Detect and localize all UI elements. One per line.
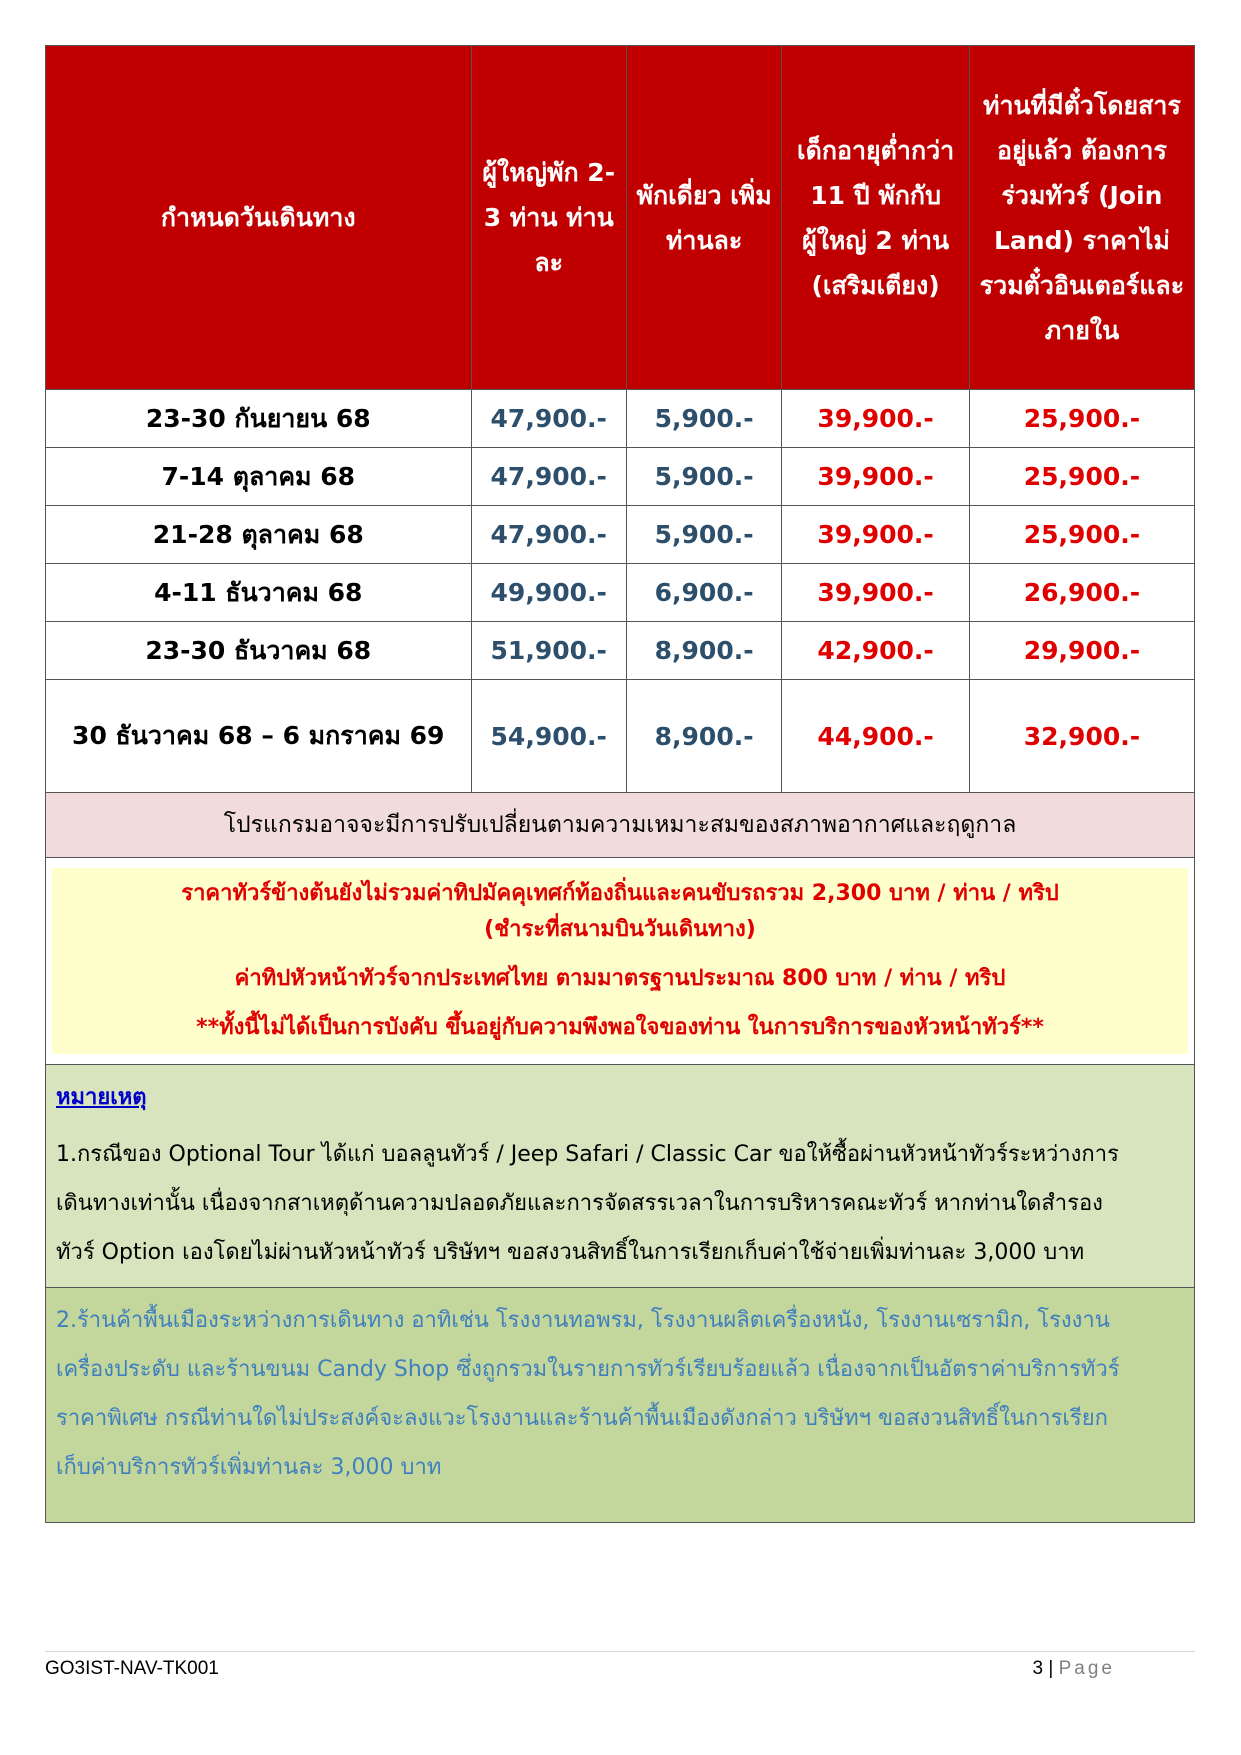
table-header-row: [46, 46, 1195, 390]
single-supplement: 8,900.-: [626, 622, 781, 680]
table-row: [46, 506, 1195, 564]
single-supplement: 6,900.-: [626, 564, 781, 622]
child-price: 42,900.-: [782, 622, 970, 680]
header-join-land-price: ท่านที่มีตั๋วโดยสารอยู่แล้ว ต้องการร่วมทัวร์ (Join Land) ราคาไม่รวมตั๋วอินเตอร์และภายใน: [969, 46, 1194, 390]
child-price: 39,900.-: [782, 448, 970, 506]
travel-date: 30 ธันวาคม 68 – 6 มกราคม 69: [46, 680, 472, 793]
tips-line: (ชำระที่สนามบินวันเดินทาง): [484, 917, 756, 942]
note-line: เครื่องประดับ และร้านขนม Candy Shop ซึ่งถูกรวมในรายการทัวร์เรียบร้อยแล้ว เนื่องจากเป็นอัตราค่าบริการทัวร์: [56, 1357, 1120, 1382]
child-price: 39,900.-: [782, 564, 970, 622]
notes-title: หมายเหตุ: [56, 1085, 147, 1110]
adult-price: 47,900.-: [471, 506, 626, 564]
join-land-price: 25,900.-: [969, 448, 1194, 506]
join-land-price: 26,900.-: [969, 564, 1194, 622]
season-note: โปรแกรมอาจจะมีการปรับเปลี่ยนตามความเหมาะสมของสภาพอากาศและฤดูกาล: [46, 793, 1195, 858]
join-land-price: 25,900.-: [969, 390, 1194, 448]
table-row: [46, 622, 1195, 680]
tips-line: ค่าทิปหัวหน้าทัวร์จากประเทศไทย ตามมาตรฐานประมาณ 800 บาท / ท่าน / ทริป: [234, 966, 1006, 991]
tips-row: [46, 858, 1195, 1065]
adult-price: 47,900.-: [471, 390, 626, 448]
season-note-row: [46, 793, 1195, 858]
note-line: ทัวร์ Option เองโดยไม่ผ่านหัวหน้าทัวร์ บริษัทฯ ขอสงวนสิทธิ์ในการเรียกเก็บค่าใช้จ่ายเพิ่มท่านละ 3,000 บาท: [56, 1240, 1085, 1265]
travel-date: 7-14 ตุลาคม 68: [46, 448, 472, 506]
header-single-supplement: พักเดี่ยว เพิ่มท่านละ: [626, 46, 781, 390]
join-land-price: 29,900.-: [969, 622, 1194, 680]
page-separator: |: [1048, 1658, 1054, 1679]
adult-price: 49,900.-: [471, 564, 626, 622]
tips-line: ราคาทัวร์ข้างต้นยังไม่รวมค่าทิปมัคคุเทศก์ท้องถิ่นและคนขับรถรวม 2,300 บาท / ท่าน / ทริป: [181, 881, 1059, 906]
note2-box: [46, 1288, 1195, 1523]
adult-price: 47,900.-: [471, 448, 626, 506]
join-land-price: 32,900.-: [969, 680, 1194, 793]
travel-date: 4-11 ธันวาคม 68: [46, 564, 472, 622]
tips-box: [52, 868, 1188, 1054]
page-number: 3: [1032, 1658, 1044, 1679]
travel-date: 23-30 กันยายน 68: [46, 390, 472, 448]
tips-line: **ทั้งนี้ไม่ได้เป็นการบังคับ ขึ้นอยู่กับความพึงพอใจของท่าน ในการบริการของหัวหน้าทัวร์**: [196, 1015, 1044, 1040]
child-price: 39,900.-: [782, 390, 970, 448]
note-line: ราคาพิเศษ กรณีท่านใดไม่ประสงค์จะลงแวะโรงงานและร้านค้าพื้นเมืองดังกล่าว บริษัทฯ ขอสงวนสิทธิ์ในการเรียก: [56, 1406, 1108, 1431]
page-label: Page: [1058, 1658, 1115, 1679]
note1-row: [46, 1065, 1195, 1288]
adult-price: 51,900.-: [471, 622, 626, 680]
note1-box: [46, 1065, 1195, 1288]
document-code: GO3IST-NAV-TK001: [45, 1658, 219, 1679]
single-supplement: 8,900.-: [626, 680, 781, 793]
header-adult-price: ผู้ใหญ่พัก 2-3 ท่าน ท่านละ: [471, 46, 626, 390]
table-row: [46, 680, 1195, 793]
travel-date: 21-28 ตุลาคม 68: [46, 506, 472, 564]
header-travel-date: กำหนดวันเดินทาง: [46, 46, 472, 390]
note-line: 1.กรณีของ Optional Tour ได้แก่ บอลลูนทัวร์ / Jeep Safari / Classic Car ขอให้ซื้อผ่านหัวหน้าทัวร์ระหว่างการ: [56, 1142, 1119, 1167]
child-price: 39,900.-: [782, 506, 970, 564]
note-line: เดินทางเท่านั้น เนื่องจากสาเหตุด้านความปลอดภัยและการจัดสรรเวลาในการบริหารคณะทัวร์ หากท่านใดสำรอง: [56, 1191, 1103, 1216]
price-table: [45, 45, 1195, 1523]
note-line: เก็บค่าบริการทัวร์เพิ่มท่านละ 3,000 บาท: [56, 1455, 442, 1480]
page-indicator: [1033, 1658, 1115, 1680]
document-page: [45, 45, 1195, 1523]
note2-row: [46, 1288, 1195, 1523]
table-row: [46, 390, 1195, 448]
note-line: 2.ร้านค้าพื้นเมืองระหว่างการเดินทาง อาทิเช่น โรงงานทอพรม, โรงงานผลิตเครื่องหนัง, โรงงานเซรามิก, โรงงาน: [56, 1308, 1110, 1333]
adult-price: 54,900.-: [471, 680, 626, 793]
table-row: [46, 448, 1195, 506]
child-price: 44,900.-: [782, 680, 970, 793]
page-footer: [45, 1651, 1195, 1679]
join-land-price: 25,900.-: [969, 506, 1194, 564]
travel-date: 23-30 ธันวาคม 68: [46, 622, 472, 680]
table-row: [46, 564, 1195, 622]
single-supplement: 5,900.-: [626, 506, 781, 564]
header-child-price: เด็กอายุต่ำกว่า 11 ปี พักกับผู้ใหญ่ 2 ท่าน (เสริมเตียง): [782, 46, 970, 390]
single-supplement: 5,900.-: [626, 448, 781, 506]
single-supplement: 5,900.-: [626, 390, 781, 448]
